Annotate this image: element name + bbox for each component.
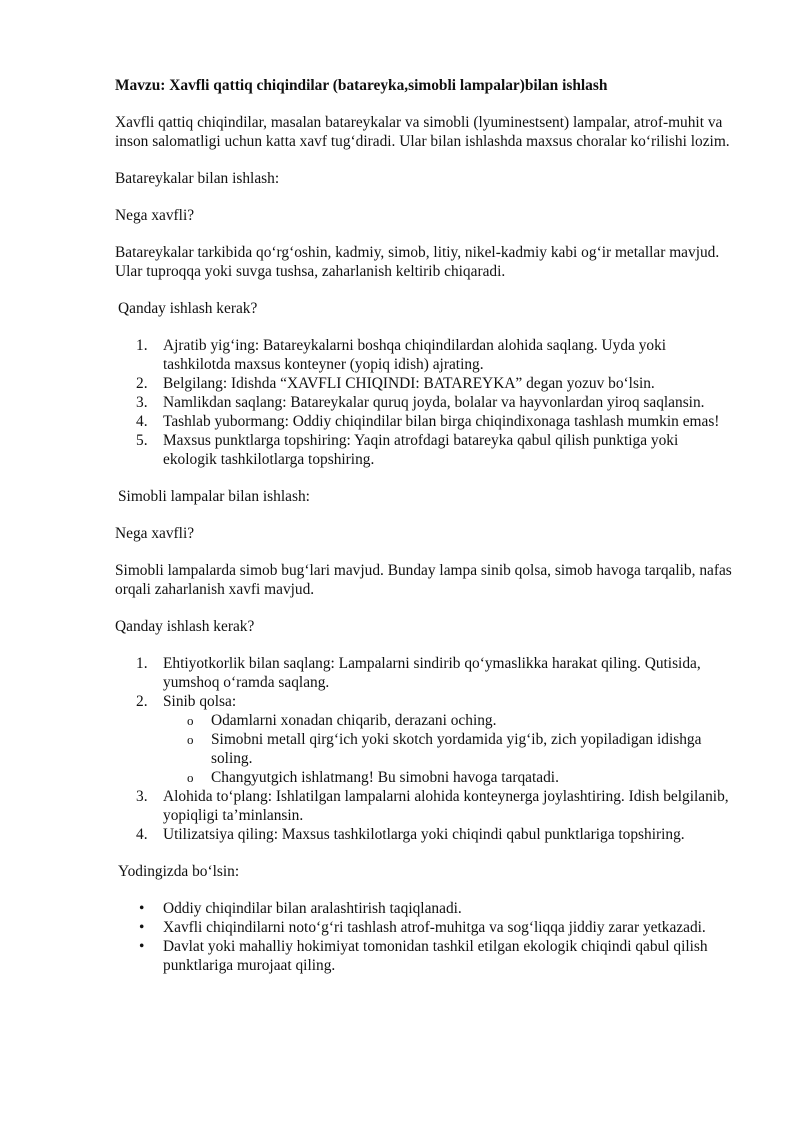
document-title: Mavzu: Xavfli qattiq chiqindilar (batareyka,simobli lampalar)bilan ishlash — [115, 77, 608, 94]
broken-lamp-substeps — [163, 711, 734, 787]
battery-how-heading: Qanday ishlash kerak? — [118, 300, 258, 317]
sub-list-item-text: Changyutgich ishlatmang! Bu simobni havoga tarqatadi. — [211, 769, 559, 786]
remember-list — [115, 899, 734, 975]
list-item — [136, 412, 734, 431]
list-item — [139, 899, 734, 918]
list-item-text: Namlikdan saqlang: Batareykalar quruq joyda, bolalar va hayvonlardan yiroq saqlansin. — [163, 394, 705, 411]
circle-bullet-icon: o — [187, 713, 194, 728]
list-item — [136, 336, 734, 374]
bullet-icon: • — [139, 900, 145, 917]
list-item-text: Tashlab yubormang: Oddiy chiqindilar bilan birga chiqindixonaga tashlash mumkin emas! — [163, 413, 720, 430]
sub-list-item-text: Odamlarni xonadan chiqarib, derazani oching. — [211, 712, 497, 729]
list-item — [136, 374, 734, 393]
sub-list-item-text: Simobni metall qirg‘ich yoki skotch yordamida yig‘ib, zich yopiladigan idishga soling. — [211, 731, 702, 767]
list-item-text: Xavfli chiqindilarni noto‘g‘ri tashlash atrof-muhitga va sog‘liqqa jiddiy zarar yetkazadi. — [163, 919, 706, 936]
list-number: 5. — [136, 432, 148, 449]
circle-bullet-icon: o — [187, 732, 194, 747]
sub-list-item — [187, 730, 734, 768]
lamps-how-heading: Qanday ishlash kerak? — [115, 618, 255, 635]
list-number: 1. — [136, 655, 148, 672]
list-item-text: Davlat yoki mahalliy hokimiyat tomonidan tashkil etilgan ekologik chiqindi qabul qilish punktlariga murojaat qiling. — [163, 938, 708, 974]
list-number: 4. — [136, 826, 148, 843]
battery-why-heading: Nega xavfli? — [115, 207, 195, 224]
list-item-text: Utilizatsiya qiling: Maxsus tashkilotlarga yoki chiqindi qabul punktlariga topshiring. — [163, 826, 685, 843]
lamps-heading: Simobli lampalar bilan ishlash: — [118, 488, 310, 505]
circle-bullet-icon: o — [187, 770, 194, 785]
sub-list-item — [187, 711, 734, 730]
list-number: 3. — [136, 394, 148, 411]
list-item — [136, 431, 734, 469]
list-item — [136, 787, 734, 825]
battery-steps-list — [115, 336, 734, 469]
list-item — [139, 937, 734, 975]
lamps-why-heading: Nega xavfli? — [115, 525, 195, 542]
list-item-text: Belgilang: Idishda “XAVFLI CHIQINDI: BATAREYKA” degan yozuv bo‘lsin. — [163, 375, 655, 392]
list-number: 1. — [136, 337, 148, 354]
list-number: 2. — [136, 375, 148, 392]
list-item-text: Oddiy chiqindilar bilan aralashtirish taqiqlanadi. — [163, 900, 462, 917]
bullet-icon: • — [139, 919, 145, 936]
list-item — [136, 825, 734, 844]
list-number: 2. — [136, 693, 148, 710]
list-item-text: Sinib qolsa: — [163, 693, 237, 710]
list-item — [139, 918, 734, 937]
remember-heading: Yodingizda bo‘lsin: — [118, 863, 240, 880]
lamps-why-text: Simobli lampalarda simob bug‘lari mavjud. Bunday lampa sinib qolsa, simob havoga tarqalib, nafas orqali zaharlanish xavfi mavjud. — [115, 562, 732, 598]
lamps-steps-list — [115, 654, 734, 844]
list-number: 3. — [136, 788, 148, 805]
list-item-text: Ajratib yig‘ing: Batareykalarni boshqa chiqindilardan alohida saqlang. Uyda yoki tashkilotda maxsus konteyner (yopiq idish) ajrating. — [163, 337, 667, 373]
list-item-text: Alohida to‘plang: Ishlatilgan lampalarni alohida konteynerga joylashtiring. Idish belgilanib, yopiqligi ta’minlansin. — [163, 788, 729, 824]
list-item — [136, 692, 734, 787]
intro-paragraph: Xavfli qattiq chiqindilar, masalan batareykalar va simobli (lyuminestsent) lampalar, atrof-muhit va inson salomatligi uchun katta xavf tug‘diradi. Ular bilan ishlashda maxsus choralar ko‘rilishi lozim. — [115, 114, 730, 150]
battery-heading: Batareykalar bilan ishlash: — [115, 170, 280, 187]
list-item-text: Maxsus punktlarga topshiring: Yaqin atrofdagi batareyka qabul qilish punktiga yoki ekologik tashkilotlarga topshiring. — [163, 432, 679, 468]
bullet-icon: • — [139, 938, 145, 955]
list-item — [136, 654, 734, 692]
battery-why-text: Batareykalar tarkibida qo‘rg‘oshin, kadmiy, simob, litiy, nikel-kadmiy kabi og‘ir metallar mavjud. Ular tuproqqa yoki suvga tushsa, zaharlanish keltirib chiqaradi. — [115, 244, 720, 280]
sub-list-item — [187, 768, 734, 787]
list-item — [136, 393, 734, 412]
list-item-text: Ehtiyotkorlik bilan saqlang: Lampalarni sindirib qo‘ymaslikka harakat qiling. Qutisida, yumshoq o‘ramda saqlang. — [163, 655, 701, 691]
list-number: 4. — [136, 413, 148, 430]
